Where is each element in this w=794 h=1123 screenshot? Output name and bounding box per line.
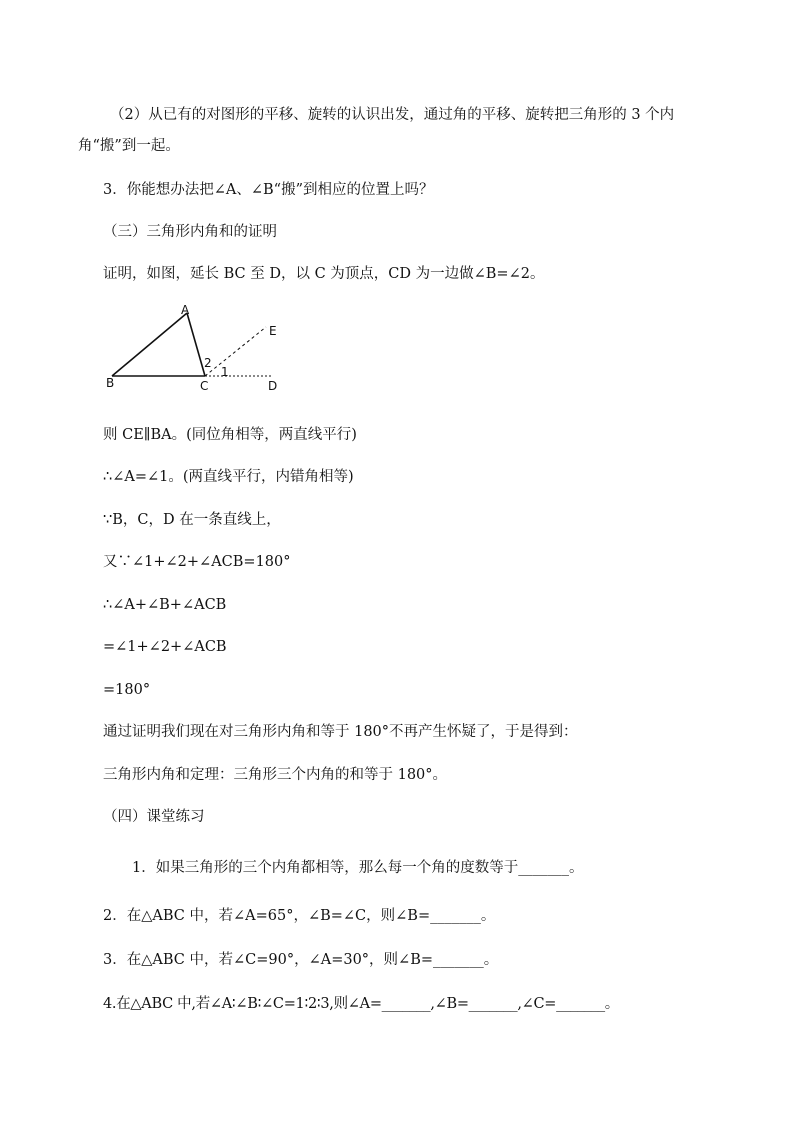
angle-1-label: 1: [221, 365, 229, 379]
exercise-item: 4.在△ABC 中,若∠A∶∠B∶∠C=1∶2∶3,则∠A=_______,∠B=_______,∠C=_______。: [103, 996, 619, 1012]
proof-step: =180°: [103, 682, 151, 698]
exercise-item: 2．在△ABC 中，若∠A=65°，∠B=∠C，则∠B=_______。: [103, 908, 496, 924]
segment-ba: [112, 313, 187, 376]
part2-text-line1: （2）从已有的对图形的平移、旋转的认识出发，通过角的平移、旋转把三角形的 3 个内: [110, 107, 675, 123]
part2-text-line2: 角“搬”到一起。: [78, 138, 180, 154]
conclusion-text: 通过证明我们现在对三角形内角和等于 180°不再产生怀疑了，于是得到：: [103, 724, 578, 740]
proof-step: ∵B，C，D 在一条直线上，: [103, 512, 281, 528]
proof-step: ∴∠A+∠B+∠ACB: [103, 597, 227, 613]
question-3: 3．你能想办法把∠A、∠B“搬”到相应的位置上吗？: [103, 182, 434, 198]
section-4-heading: （四）课堂练习: [103, 809, 205, 825]
section-3-heading: （三）三角形内角和的证明: [103, 224, 277, 240]
exercise-item: 1．如果三角形的三个内角都相等，那么每一个角的度数等于_______。: [132, 860, 584, 876]
proof-step: 则 CE∥BA。(同位角相等，两直线平行): [103, 427, 357, 443]
theorem-text: 三角形内角和定理：三角形三个内角的和等于 180°。: [103, 767, 448, 783]
label-c: C: [200, 379, 209, 393]
label-d: D: [268, 379, 278, 393]
ray-ce: [205, 327, 266, 376]
proof-step: 又∵∠1+∠2+∠ACB=180°: [103, 554, 291, 570]
angle-2-label: 2: [204, 356, 212, 370]
triangle-figure: [104, 298, 294, 398]
segment-ac: [187, 313, 205, 376]
proof-intro: 证明，如图，延长 BC 至 D，以 C 为顶点，CD 为一边做∠B=∠2。: [103, 266, 545, 282]
label-a: A: [181, 303, 190, 317]
proof-step: ∴∠A=∠1。(两直线平行，内错角相等): [103, 469, 354, 485]
label-e: E: [269, 324, 277, 338]
proof-step: =∠1+∠2+∠ACB: [103, 639, 227, 655]
label-b: B: [106, 376, 115, 390]
exercise-item: 3．在△ABC 中，若∠C=90°，∠A=30°，则∠B=_______。: [103, 952, 499, 968]
